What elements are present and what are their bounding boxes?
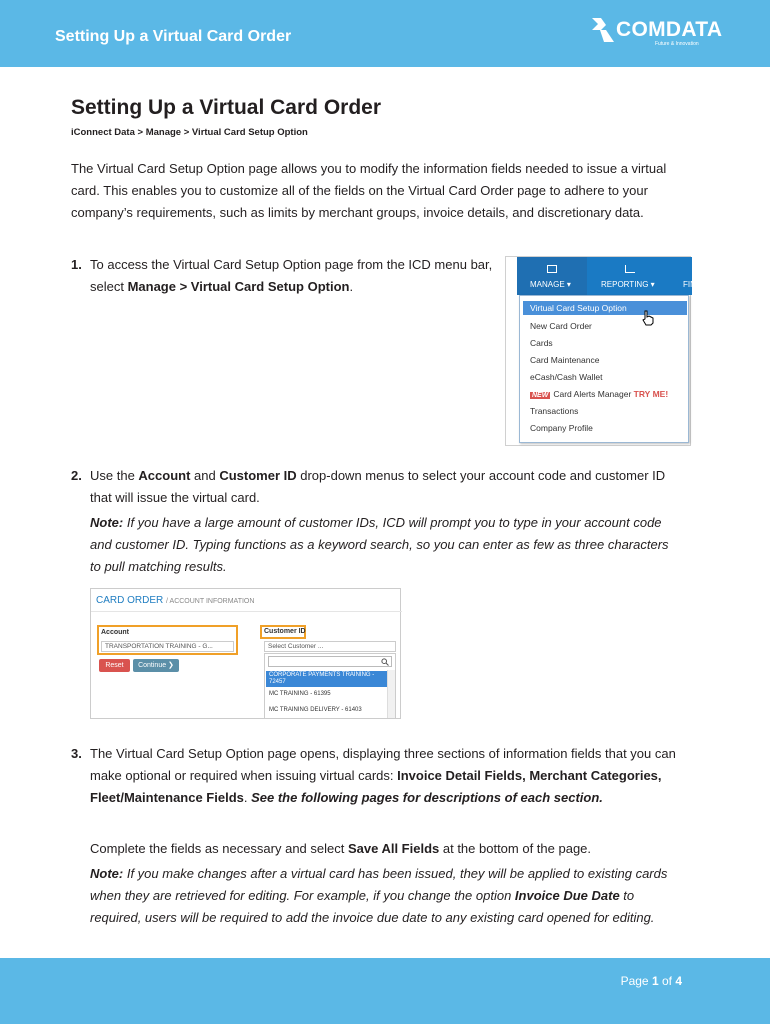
divider [91,611,402,612]
nav-fin[interactable]: FIN [683,280,696,289]
menu-item-new-card-order[interactable]: New Card Order [530,321,592,331]
hand-cursor-icon [641,310,655,326]
manage-icon [547,265,557,273]
header-title: Setting Up a Virtual Card Order [55,28,292,45]
reporting-icon [625,265,635,273]
menu-item-virtual-card-setup[interactable]: Virtual Card Setup Option [530,303,627,313]
step-1-number: 1. [71,257,82,272]
page-number: Page 1 of 4 [620,974,682,988]
footer-bar [0,958,770,1024]
nav-reporting[interactable]: REPORTING ▾ [589,257,677,295]
menu-item-company-profile[interactable]: Company Profile [530,423,593,433]
intro-paragraph: The Virtual Card Setup Option page allows you to modify the information fields needed to issue a virtual card. This enables you to customize all of the fields on the Virtual Card Order page to adhere to your company’s requirements, such as limits by merchant groups, invoice details, and discretionary data. [71,161,667,220]
customer-option[interactable]: MC TRAINING - 61395 [269,691,331,697]
customer-search-input[interactable] [268,656,392,667]
menu-item-transactions[interactable]: Transactions [530,406,579,416]
comdata-logo-icon [592,18,614,42]
menu-item-card-maintenance[interactable]: Card Maintenance [530,355,600,365]
menu-item-ecash[interactable]: eCash/Cash Wallet [530,372,603,382]
step-1-text: To access the Virtual Card Setup Option page from the ICD menu bar, select Manage > Virtual Card Setup Option. [90,257,493,294]
manage-menu-screenshot [505,256,696,446]
customer-id-label: Customer ID [264,628,306,635]
menu-item-cards[interactable]: Cards [530,338,553,348]
step-2-note: Note: If you have a large amount of customer IDs, ICD will prompt you to type in your account code and customer ID. Typing functions as a keyword search, so you can enter as few as three characters to pull matching results. [90,515,669,574]
breadcrumb: iConnect Data > Manage > Virtual Card Setup Option [71,127,308,138]
step-2-text: Use the Account and Customer ID drop-down menus to select your account code and customer ID that will issue the virtual card. [90,468,666,505]
continue-button[interactable]: Continue ❯ [133,659,179,672]
menu-item-card-alerts[interactable]: NEW Card Alerts Manager TRY ME! [532,389,669,399]
step-3-text: The Virtual Card Setup Option page opens, displaying three sections of information fields that you can make optional or required when issuing virtual cards: Invoice Detail Fields, Merchant Categories, Fleet/Maintenance Fields. See the following pages for descriptions of each section. [90,746,676,805]
customer-option[interactable]: CORPORATE PAYMENTS TRAINING - 72457 [266,671,387,687]
customer-dropdown [264,653,396,719]
card-order-screenshot [90,588,401,719]
search-icon [381,658,389,666]
dropdown-scrollbar[interactable] [387,670,395,718]
account-select[interactable]: TRANSPORTATION TRAINING - G... [101,641,234,652]
step-3-number: 3. [71,746,82,761]
customer-id-select[interactable]: Select Customer ... [264,641,396,652]
header-bar [0,0,770,67]
card-order-title: CARD ORDER / ACCOUNT INFORMATION [96,595,255,606]
step-3-note: Note: If you make changes after a virtual card has been issued, they will be applied to existing cards when they are retrieved for editing. For example, if you change the option Invoice Due Date to required, users will be required to add the invoice due date to any existing card opened for editing. [90,866,668,925]
manage-dropdown [519,295,689,443]
account-label: Account [101,629,129,636]
step-2-number: 2. [71,468,82,483]
reset-button[interactable]: Reset [99,659,130,672]
step-3-complete: Complete the fields as necessary and select Save All Fields at the bottom of the page. [90,841,592,856]
try-me-label: TRY ME! [633,389,669,399]
logo-tagline: Future & Innovation [655,41,699,47]
logo-text: COMDATA [616,18,723,41]
comdata-logo [592,18,723,50]
page-title: Setting Up a Virtual Card Order [71,96,382,119]
nav-manage[interactable]: MANAGE ▾ [517,257,587,295]
icd-menu-bar [517,257,696,295]
new-badge: NEW [532,392,549,399]
customer-option[interactable]: MC TRAINING DELIVERY - 61403 [269,707,362,713]
